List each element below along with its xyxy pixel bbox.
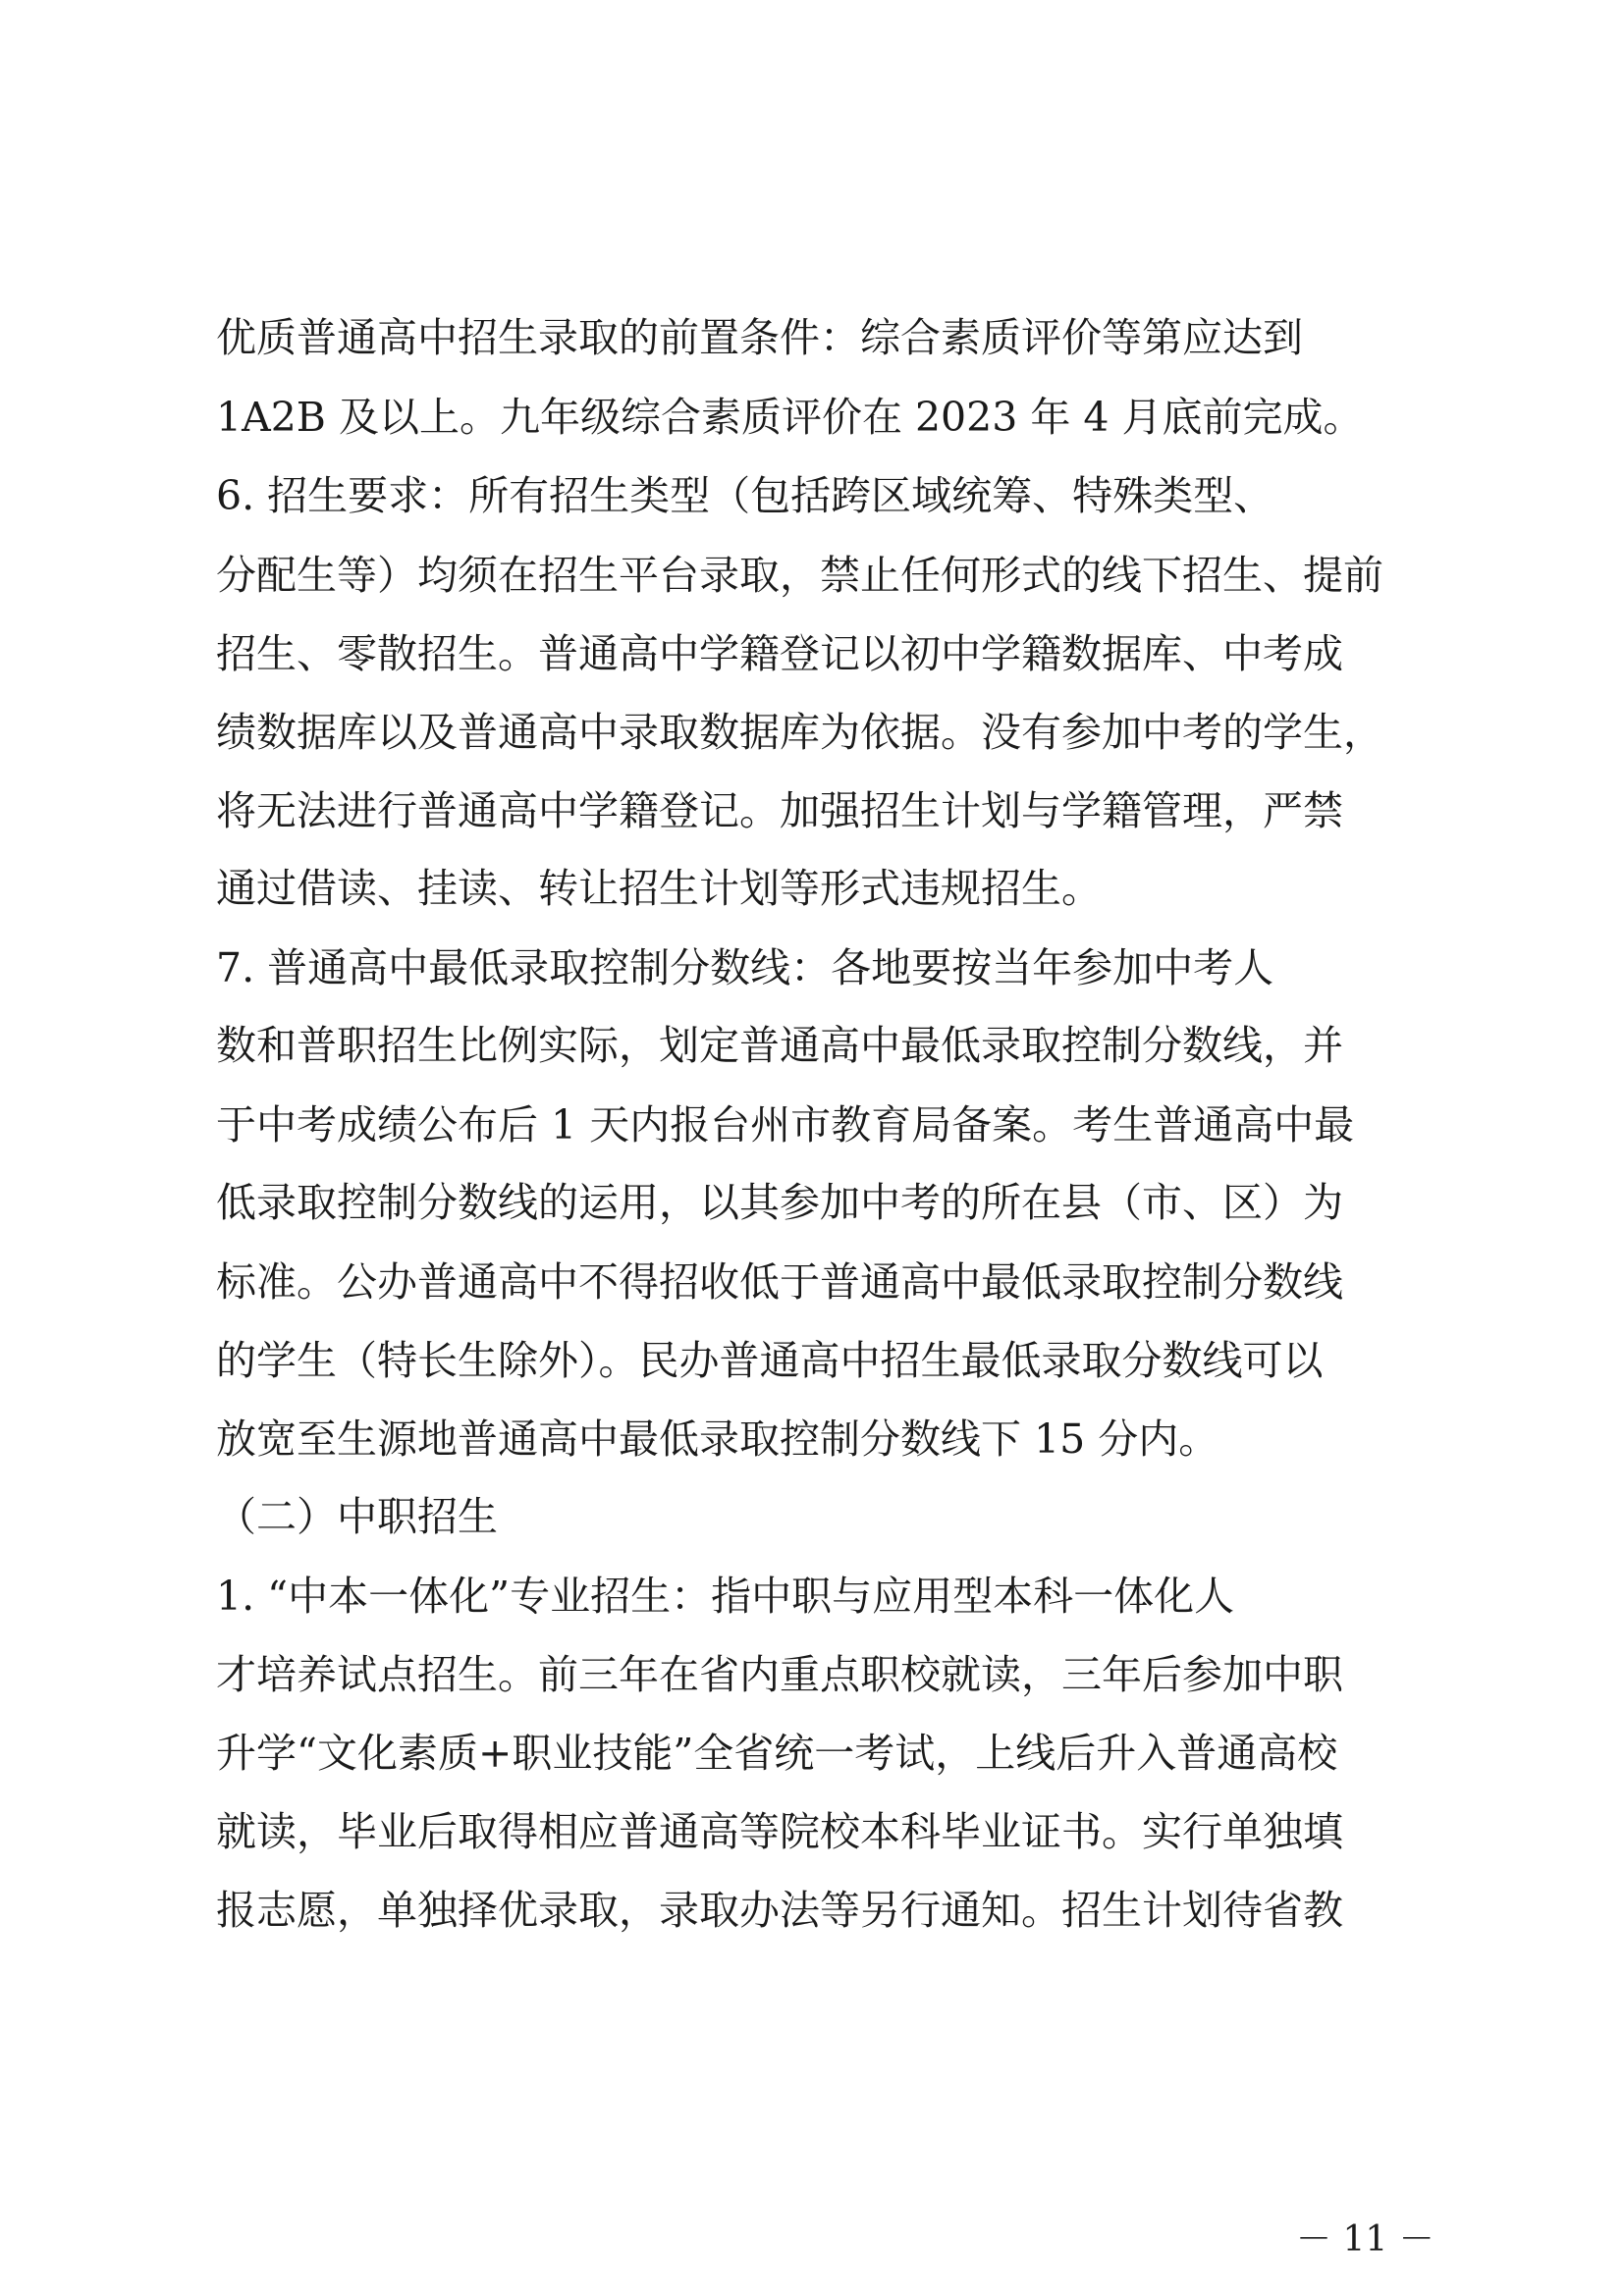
body-line-11: 于中考成绩公布后 1 天内报台州市教育局备案。考生普通高中最 xyxy=(216,1101,1355,1148)
body-line-14: 的学生（特长生除外）。民办普通高中招生最低录取分数线可以 xyxy=(216,1337,1324,1384)
body-line-2: 1A2B 及以上。九年级综合素质评价在 2023 年 4 月底前完成。 xyxy=(216,394,1364,441)
body-line-15: 放宽至生源地普通高中最低录取控制分数线下 15 分内。 xyxy=(216,1415,1219,1463)
body-line-9: 7. 普通高中最低录取控制分数线：各地要按当年参加中考人 xyxy=(216,944,1274,991)
body-line-20: 就读，毕业后取得相应普通高等院校本科毕业证书。实行单独填 xyxy=(216,1808,1343,1855)
body-line-3: 6. 招生要求：所有招生类型（包括跨区域统筹、特殊类型、 xyxy=(216,472,1274,519)
body-line-13: 标准。公办普通高中不得招收低于普通高中最低录取控制分数线 xyxy=(216,1258,1343,1306)
body-line-6: 绩数据库以及普通高中录取数据库为依据。没有参加中考的学生， xyxy=(216,709,1383,756)
body-line-17: 1. “中本一体化”专业招生：指中职与应用型本科一体化人 xyxy=(216,1573,1235,1620)
body-line-12: 低录取控制分数线的运用，以其参加中考的所在县（市、区）为 xyxy=(216,1179,1343,1226)
body-line-18: 才培养试点招生。前三年在省内重点职校就读，三年后参加中职 xyxy=(216,1651,1343,1698)
body-line-4: 分配生等）均须在招生平台录取，禁止任何形式的线下招生、提前 xyxy=(216,552,1383,599)
body-line-19: 升学“文化素质+职业技能”全省统一考试，上线后升入普通高校 xyxy=(216,1730,1338,1777)
body-line-5: 招生、零散招生。普通高中学籍登记以初中学籍数据库、中考成 xyxy=(216,630,1343,677)
page-number: － 11 － xyxy=(1296,2219,1435,2260)
body-line-10: 数和普职招生比例实际，划定普通高中最低录取控制分数线，并 xyxy=(216,1022,1343,1069)
body-line-7: 将无法进行普通高中学籍登记。加强招生计划与学籍管理，严禁 xyxy=(216,787,1343,834)
body-line-8: 通过借读、挂读、转让招生计划等形式违规招生。 xyxy=(216,865,1102,912)
body-line-21: 报志愿，单独择优录取，录取办法等另行通知。招生计划待省教 xyxy=(216,1887,1343,1934)
section-heading: （二）中职招生 xyxy=(216,1493,498,1540)
body-line-1: 优质普通高中招生录取的前置条件：综合素质评价等第应达到 xyxy=(216,314,1303,361)
